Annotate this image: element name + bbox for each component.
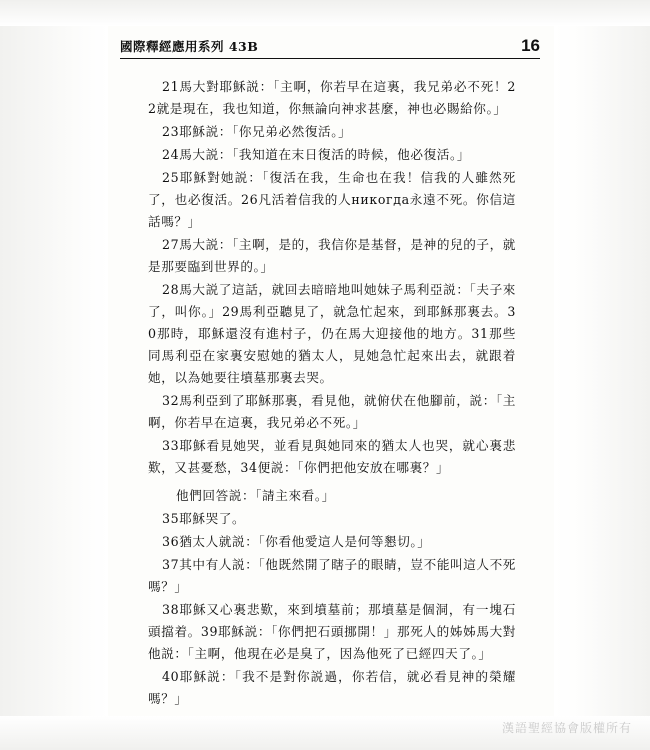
scripture-paragraph: 36猶太人就説：「你看他愛這人是何等懇切。」 [162,534,431,549]
body-text-column [148,76,516,711]
scripture-paragraph: 24馬大説：「我知道在末日復活的時候，他必復活。」 [162,147,471,162]
scripture-paragraph: 23耶穌説：「你兄弟必然復活。」 [162,124,352,139]
page-edge-shading-right [554,0,650,750]
book-series-title: 國際釋經應用系列 43B [120,39,259,54]
page-number: 16 [521,36,540,55]
scripture-paragraph: 32馬利亞到了耶穌那裏，看見他，就俯伏在他腳前，説：「主啊，你若早在這裏，我兄弟必不死。」 [148,393,516,430]
scripture-paragraph: 21馬大對耶穌説：「主啊，你若早在這裏，我兄弟必不死！22就是現在，我也知道，你無論向神求甚麼，神也必賜給你。」 [148,79,516,116]
scripture-paragraph: 25耶穌對她説：「復活在我，生命也在我！信我的人雖然死了，也必復活。26凡活着信我的人никогда永遠不死。你信這話嗎？」 [148,170,516,229]
page-edge-shading-left [0,0,108,750]
page-header [120,36,540,56]
header-divider [120,58,540,59]
scripture-paragraph: 37其中有人説：「他既然開了瞎子的眼睛，豈不能叫這人不死嗎？」 [148,557,516,594]
copyright-watermark: 漢語聖經協會版權所有 [501,721,632,735]
scripture-paragraph: 33耶穌看見她哭，並看見與她同來的猶太人也哭，就心裏悲歎，又甚憂愁，34便説：「你們把他安放在哪裏？」 [148,438,516,475]
scripture-paragraph: 他們回答説：「請主來看。」 [176,488,335,503]
page-edge-shading-top [0,0,650,26]
scripture-paragraph: 28馬大説了這話，就回去暗暗地叫她妹子馬利亞説：「夫子來了，叫你。」29馬利亞聽見了，就急忙起來，到耶穌那裏去。30那時，耶穌還沒有進村子，仍在馬大迎接他的地方。31那些同馬利亞在家裏安慰她的猶太人，見她急忙起來出去，就跟着她，以為她要往墳墓那裏去哭。 [148,282,516,385]
scripture-paragraph: 27馬大説：「主啊，是的，我信你是基督，是神的兒的子，就是那要臨到世界的。」 [148,237,516,274]
scripture-paragraph: 35耶穌哭了。 [162,511,246,526]
scripture-paragraph: 40耶穌説：「我不是對你説過，你若信，就必看見神的榮耀嗎？」 [148,669,516,706]
scripture-paragraph: 38耶穌又心裏悲歎，來到墳墓前；那墳墓是個洞，有一塊石頭擋着。39耶穌説：「你們把石頭挪開！」那死人的姊姊馬大對他説：「主啊，他現在必是臭了，因為他死了已經四天了。」 [148,602,516,661]
